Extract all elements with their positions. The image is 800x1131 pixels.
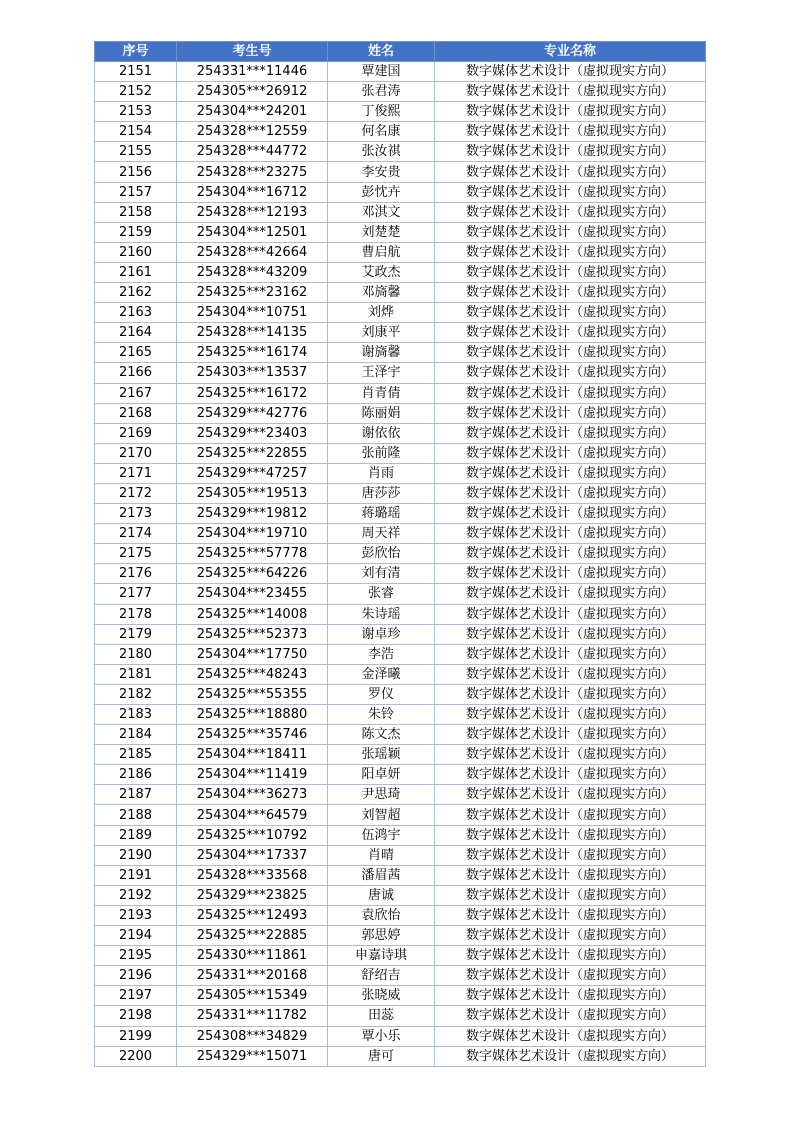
cell-seq: 2176 — [95, 564, 177, 584]
cell-major: 数字媒体艺术设计（虚拟现实方向） — [435, 986, 706, 1006]
cell-exam-id: 254325***22885 — [177, 926, 328, 946]
cell-seq: 2175 — [95, 544, 177, 564]
table-row — [95, 524, 706, 544]
cell-name: 肖青倩 — [328, 383, 435, 403]
cell-name: 谢旖馨 — [328, 343, 435, 363]
header-major: 专业名称 — [435, 42, 706, 62]
table-row — [95, 242, 706, 262]
cell-exam-id: 254303***13537 — [177, 363, 328, 383]
cell-major: 数字媒体艺术设计（虚拟现实方向） — [435, 283, 706, 303]
cell-seq: 2192 — [95, 885, 177, 905]
cell-name: 张瑶颖 — [328, 745, 435, 765]
cell-seq: 2186 — [95, 765, 177, 785]
table-row — [95, 644, 706, 664]
cell-exam-id: 254304***19710 — [177, 524, 328, 544]
cell-seq: 2195 — [95, 946, 177, 966]
cell-major: 数字媒体艺术设计（虚拟现实方向） — [435, 664, 706, 684]
cell-major: 数字媒体艺术设计（虚拟现实方向） — [435, 423, 706, 443]
cell-name: 肖雨 — [328, 463, 435, 483]
table-row — [95, 986, 706, 1006]
cell-seq: 2172 — [95, 483, 177, 503]
cell-exam-id: 254329***23825 — [177, 885, 328, 905]
cell-seq: 2180 — [95, 644, 177, 664]
cell-name: 何名康 — [328, 122, 435, 142]
cell-major: 数字媒体艺术设计（虚拟现实方向） — [435, 845, 706, 865]
cell-major: 数字媒体艺术设计（虚拟现实方向） — [435, 624, 706, 644]
cell-exam-id: 254304***11419 — [177, 765, 328, 785]
cell-name: 郭思婷 — [328, 926, 435, 946]
table-row — [95, 1046, 706, 1066]
table-row — [95, 584, 706, 604]
cell-name: 阳卓妍 — [328, 765, 435, 785]
cell-exam-id: 254305***26912 — [177, 82, 328, 102]
cell-seq: 2198 — [95, 1006, 177, 1026]
cell-exam-id: 254331***11446 — [177, 62, 328, 82]
cell-exam-id: 254304***17337 — [177, 845, 328, 865]
cell-exam-id: 254328***33568 — [177, 865, 328, 885]
table-row — [95, 443, 706, 463]
cell-major: 数字媒体艺术设计（虚拟现实方向） — [435, 785, 706, 805]
cell-exam-id: 254325***52373 — [177, 624, 328, 644]
cell-seq: 2187 — [95, 785, 177, 805]
cell-seq: 2174 — [95, 524, 177, 544]
cell-name: 蒋璐瑶 — [328, 504, 435, 524]
table-row — [95, 62, 706, 82]
table-row — [95, 604, 706, 624]
table-row — [95, 765, 706, 785]
cell-name: 彭欣怡 — [328, 544, 435, 564]
cell-name: 刘康平 — [328, 323, 435, 343]
table-row — [95, 343, 706, 363]
cell-name: 罗仪 — [328, 684, 435, 704]
cell-exam-id: 254328***43209 — [177, 262, 328, 282]
cell-seq: 2194 — [95, 926, 177, 946]
table-row — [95, 303, 706, 323]
cell-major: 数字媒体艺术设计（虚拟现实方向） — [435, 564, 706, 584]
cell-name: 张前隆 — [328, 443, 435, 463]
cell-exam-id: 254305***15349 — [177, 986, 328, 1006]
cell-seq: 2197 — [95, 986, 177, 1006]
cell-exam-id: 254328***12559 — [177, 122, 328, 142]
cell-name: 刘楚楚 — [328, 222, 435, 242]
table-row — [95, 865, 706, 885]
cell-name: 刘烨 — [328, 303, 435, 323]
cell-name: 朱铃 — [328, 705, 435, 725]
cell-seq: 2196 — [95, 966, 177, 986]
cell-name: 唐诚 — [328, 885, 435, 905]
table-row — [95, 403, 706, 423]
cell-exam-id: 254305***19513 — [177, 483, 328, 503]
cell-seq: 2182 — [95, 684, 177, 704]
cell-exam-id: 254329***47257 — [177, 463, 328, 483]
cell-major: 数字媒体艺术设计（虚拟现实方向） — [435, 102, 706, 122]
cell-name: 曹启航 — [328, 242, 435, 262]
cell-seq: 2164 — [95, 323, 177, 343]
table-row — [95, 905, 706, 925]
table-row — [95, 725, 706, 745]
cell-name: 邓淇文 — [328, 202, 435, 222]
cell-name: 唐可 — [328, 1046, 435, 1066]
cell-exam-id: 254325***16174 — [177, 343, 328, 363]
table-row — [95, 946, 706, 966]
cell-major: 数字媒体艺术设计（虚拟现实方向） — [435, 1006, 706, 1026]
table-body — [95, 62, 706, 1067]
cell-name: 刘有清 — [328, 564, 435, 584]
cell-major: 数字媒体艺术设计（虚拟现实方向） — [435, 363, 706, 383]
cell-exam-id: 254304***36273 — [177, 785, 328, 805]
table-row — [95, 102, 706, 122]
cell-name: 金泽曦 — [328, 664, 435, 684]
table-row — [95, 564, 706, 584]
table-row — [95, 162, 706, 182]
cell-seq: 2171 — [95, 463, 177, 483]
table-row — [95, 624, 706, 644]
cell-name: 肖晴 — [328, 845, 435, 865]
cell-major: 数字媒体艺术设计（虚拟现实方向） — [435, 323, 706, 343]
cell-exam-id: 254325***35746 — [177, 725, 328, 745]
table-row — [95, 805, 706, 825]
cell-exam-id: 254304***17750 — [177, 644, 328, 664]
cell-seq: 2178 — [95, 604, 177, 624]
cell-seq: 2189 — [95, 825, 177, 845]
cell-seq: 2157 — [95, 182, 177, 202]
cell-major: 数字媒体艺术设计（虚拟现实方向） — [435, 584, 706, 604]
cell-exam-id: 254325***64226 — [177, 564, 328, 584]
table-row — [95, 82, 706, 102]
cell-major: 数字媒体艺术设计（虚拟现实方向） — [435, 1026, 706, 1046]
cell-major: 数字媒体艺术设计（虚拟现实方向） — [435, 524, 706, 544]
cell-seq: 2179 — [95, 624, 177, 644]
cell-seq: 2167 — [95, 383, 177, 403]
cell-seq: 2184 — [95, 725, 177, 745]
cell-seq: 2155 — [95, 142, 177, 162]
cell-seq: 2173 — [95, 504, 177, 524]
table-row — [95, 1006, 706, 1026]
cell-major: 数字媒体艺术设计（虚拟现实方向） — [435, 705, 706, 725]
cell-seq: 2168 — [95, 403, 177, 423]
table-row — [95, 463, 706, 483]
table-row — [95, 684, 706, 704]
table-row — [95, 383, 706, 403]
cell-seq: 2190 — [95, 845, 177, 865]
cell-exam-id: 254304***24201 — [177, 102, 328, 122]
cell-exam-id: 254325***16172 — [177, 383, 328, 403]
table-row — [95, 363, 706, 383]
cell-major: 数字媒体艺术设计（虚拟现实方向） — [435, 644, 706, 664]
cell-exam-id: 254328***14135 — [177, 323, 328, 343]
cell-seq: 2185 — [95, 745, 177, 765]
cell-exam-id: 254329***42776 — [177, 403, 328, 423]
cell-major: 数字媒体艺术设计（虚拟现实方向） — [435, 222, 706, 242]
cell-major: 数字媒体艺术设计（虚拟现实方向） — [435, 966, 706, 986]
table-row — [95, 122, 706, 142]
table-header-row — [95, 42, 706, 62]
cell-major: 数字媒体艺术设计（虚拟现实方向） — [435, 544, 706, 564]
cell-exam-id: 254325***14008 — [177, 604, 328, 624]
table-row — [95, 885, 706, 905]
cell-name: 谢卓珍 — [328, 624, 435, 644]
cell-exam-id: 254331***11782 — [177, 1006, 328, 1026]
cell-name: 艾政杰 — [328, 262, 435, 282]
cell-name: 唐莎莎 — [328, 483, 435, 503]
cell-seq: 2160 — [95, 242, 177, 262]
cell-name: 周天祥 — [328, 524, 435, 544]
cell-seq: 2169 — [95, 423, 177, 443]
cell-exam-id: 254328***42664 — [177, 242, 328, 262]
table-row — [95, 664, 706, 684]
table-row — [95, 423, 706, 443]
cell-major: 数字媒体艺术设计（虚拟现实方向） — [435, 202, 706, 222]
table-row — [95, 705, 706, 725]
cell-exam-id: 254328***44772 — [177, 142, 328, 162]
cell-major: 数字媒体艺术设计（虚拟现实方向） — [435, 745, 706, 765]
cell-exam-id: 254325***22855 — [177, 443, 328, 463]
header-name: 姓名 — [328, 42, 435, 62]
cell-name: 袁欣怡 — [328, 905, 435, 925]
cell-exam-id: 254329***23403 — [177, 423, 328, 443]
cell-major: 数字媒体艺术设计（虚拟现实方向） — [435, 725, 706, 745]
cell-exam-id: 254328***12193 — [177, 202, 328, 222]
table-row — [95, 504, 706, 524]
cell-seq: 2165 — [95, 343, 177, 363]
cell-exam-id: 254304***23455 — [177, 584, 328, 604]
cell-seq: 2191 — [95, 865, 177, 885]
cell-name: 张晓威 — [328, 986, 435, 1006]
table-row — [95, 262, 706, 282]
cell-seq: 2181 — [95, 664, 177, 684]
cell-seq: 2170 — [95, 443, 177, 463]
cell-seq: 2163 — [95, 303, 177, 323]
header-seq: 序号 — [95, 42, 177, 62]
cell-exam-id: 254325***57778 — [177, 544, 328, 564]
cell-seq: 2154 — [95, 122, 177, 142]
table-row — [95, 202, 706, 222]
cell-exam-id: 254330***11861 — [177, 946, 328, 966]
cell-major: 数字媒体艺术设计（虚拟现实方向） — [435, 825, 706, 845]
cell-exam-id: 254325***48243 — [177, 664, 328, 684]
cell-seq: 2199 — [95, 1026, 177, 1046]
cell-major: 数字媒体艺术设计（虚拟现实方向） — [435, 684, 706, 704]
cell-name: 陈丽娟 — [328, 403, 435, 423]
table-row — [95, 182, 706, 202]
cell-name: 张汝祺 — [328, 142, 435, 162]
cell-name: 王泽宇 — [328, 363, 435, 383]
table-row — [95, 142, 706, 162]
table-row — [95, 745, 706, 765]
cell-major: 数字媒体艺术设计（虚拟现实方向） — [435, 182, 706, 202]
cell-seq: 2177 — [95, 584, 177, 604]
cell-exam-id: 254304***12501 — [177, 222, 328, 242]
table-row — [95, 283, 706, 303]
cell-name: 刘智超 — [328, 805, 435, 825]
cell-name: 潘眉茜 — [328, 865, 435, 885]
table-row — [95, 825, 706, 845]
cell-major: 数字媒体艺术设计（虚拟现实方向） — [435, 946, 706, 966]
cell-exam-id: 254304***18411 — [177, 745, 328, 765]
cell-name: 邓旖馨 — [328, 283, 435, 303]
cell-exam-id: 254308***34829 — [177, 1026, 328, 1046]
cell-major: 数字媒体艺术设计（虚拟现实方向） — [435, 403, 706, 423]
cell-name: 李浩 — [328, 644, 435, 664]
cell-name: 舒绍吉 — [328, 966, 435, 986]
cell-major: 数字媒体艺术设计（虚拟现实方向） — [435, 443, 706, 463]
cell-name: 陈文杰 — [328, 725, 435, 745]
cell-major: 数字媒体艺术设计（虚拟现实方向） — [435, 62, 706, 82]
cell-seq: 2188 — [95, 805, 177, 825]
table-row — [95, 966, 706, 986]
cell-seq: 2153 — [95, 102, 177, 122]
cell-exam-id: 254325***18880 — [177, 705, 328, 725]
cell-exam-id: 254304***10751 — [177, 303, 328, 323]
cell-major: 数字媒体艺术设计（虚拟现实方向） — [435, 885, 706, 905]
cell-major: 数字媒体艺术设计（虚拟现实方向） — [435, 1046, 706, 1066]
cell-name: 张君涛 — [328, 82, 435, 102]
cell-seq: 2151 — [95, 62, 177, 82]
cell-major: 数字媒体艺术设计（虚拟现实方向） — [435, 463, 706, 483]
cell-major: 数字媒体艺术设计（虚拟现实方向） — [435, 343, 706, 363]
cell-exam-id: 254329***19812 — [177, 504, 328, 524]
cell-seq: 2193 — [95, 905, 177, 925]
table-row — [95, 845, 706, 865]
cell-exam-id: 254325***55355 — [177, 684, 328, 704]
cell-major: 数字媒体艺术设计（虚拟现实方向） — [435, 262, 706, 282]
cell-exam-id: 254304***64579 — [177, 805, 328, 825]
cell-major: 数字媒体艺术设计（虚拟现实方向） — [435, 805, 706, 825]
cell-major: 数字媒体艺术设计（虚拟现实方向） — [435, 865, 706, 885]
cell-major: 数字媒体艺术设计（虚拟现实方向） — [435, 926, 706, 946]
cell-name: 朱诗瑶 — [328, 604, 435, 624]
cell-seq: 2159 — [95, 222, 177, 242]
cell-exam-id: 254325***23162 — [177, 283, 328, 303]
cell-name: 彭忱卉 — [328, 182, 435, 202]
cell-exam-id: 254331***20168 — [177, 966, 328, 986]
cell-seq: 2152 — [95, 82, 177, 102]
cell-name: 张睿 — [328, 584, 435, 604]
table-row — [95, 483, 706, 503]
cell-name: 覃小乐 — [328, 1026, 435, 1046]
cell-seq: 2166 — [95, 363, 177, 383]
table-row — [95, 544, 706, 564]
cell-major: 数字媒体艺术设计（虚拟现实方向） — [435, 483, 706, 503]
cell-name: 李安贵 — [328, 162, 435, 182]
cell-exam-id: 254304***16712 — [177, 182, 328, 202]
cell-seq: 2156 — [95, 162, 177, 182]
table-row — [95, 1026, 706, 1046]
cell-name: 覃建国 — [328, 62, 435, 82]
cell-exam-id: 254325***10792 — [177, 825, 328, 845]
cell-exam-id: 254328***23275 — [177, 162, 328, 182]
cell-seq: 2158 — [95, 202, 177, 222]
cell-name: 尹思琦 — [328, 785, 435, 805]
cell-major: 数字媒体艺术设计（虚拟现实方向） — [435, 604, 706, 624]
cell-exam-id: 254325***12493 — [177, 905, 328, 925]
table-row — [95, 926, 706, 946]
cell-seq: 2161 — [95, 262, 177, 282]
cell-major: 数字媒体艺术设计（虚拟现实方向） — [435, 383, 706, 403]
cell-major: 数字媒体艺术设计（虚拟现实方向） — [435, 242, 706, 262]
cell-name: 申嘉诗琪 — [328, 946, 435, 966]
table-row — [95, 222, 706, 242]
table-row — [95, 323, 706, 343]
cell-major: 数字媒体艺术设计（虚拟现实方向） — [435, 905, 706, 925]
cell-seq: 2183 — [95, 705, 177, 725]
cell-major: 数字媒体艺术设计（虚拟现实方向） — [435, 303, 706, 323]
cell-name: 谢依依 — [328, 423, 435, 443]
cell-major: 数字媒体艺术设计（虚拟现实方向） — [435, 162, 706, 182]
cell-major: 数字媒体艺术设计（虚拟现实方向） — [435, 142, 706, 162]
cell-seq: 2200 — [95, 1046, 177, 1066]
cell-name: 伍鸿宇 — [328, 825, 435, 845]
cell-major: 数字媒体艺术设计（虚拟现实方向） — [435, 504, 706, 524]
cell-major: 数字媒体艺术设计（虚拟现实方向） — [435, 82, 706, 102]
cell-seq: 2162 — [95, 283, 177, 303]
cell-major: 数字媒体艺术设计（虚拟现实方向） — [435, 765, 706, 785]
table-row — [95, 785, 706, 805]
cell-exam-id: 254329***15071 — [177, 1046, 328, 1066]
cell-major: 数字媒体艺术设计（虚拟现实方向） — [435, 122, 706, 142]
admission-roster-table — [94, 41, 706, 1067]
cell-name: 田蕊 — [328, 1006, 435, 1026]
header-exam-id: 考生号 — [177, 42, 328, 62]
cell-name: 丁俊熙 — [328, 102, 435, 122]
